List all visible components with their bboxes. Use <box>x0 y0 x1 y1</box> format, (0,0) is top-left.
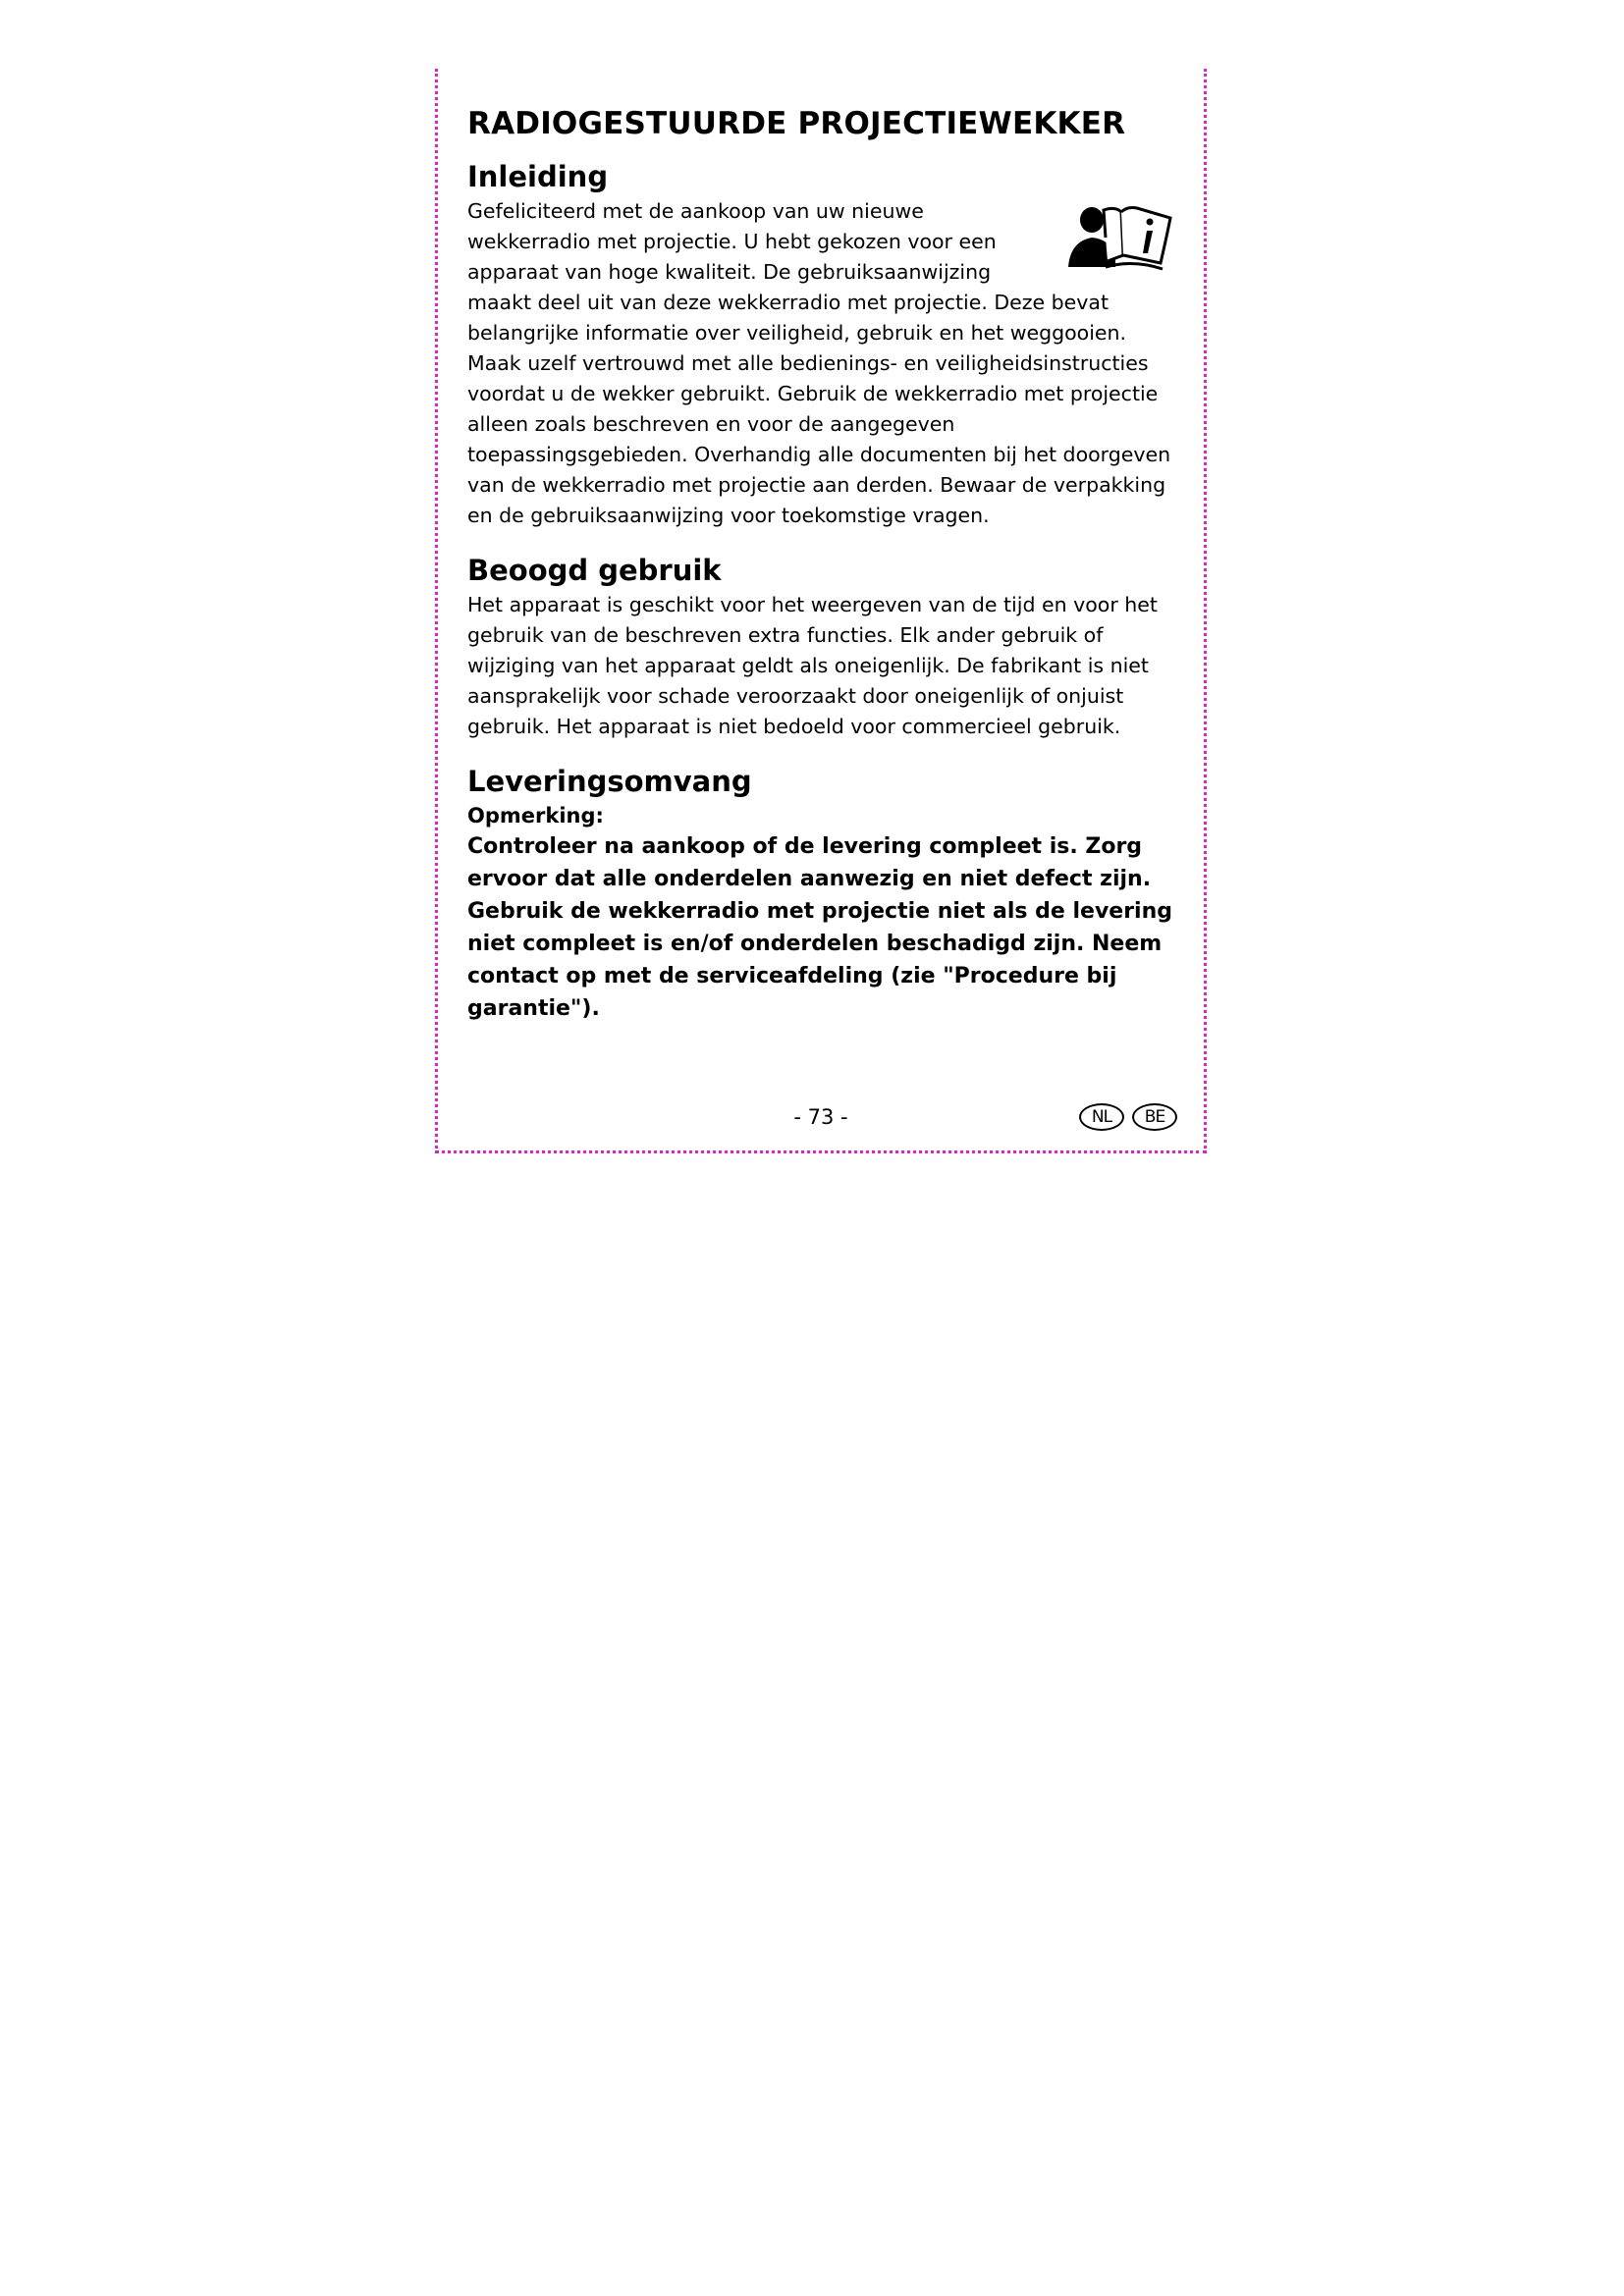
page-content <box>467 98 1174 1025</box>
country-badge-be: BE <box>1132 1103 1177 1131</box>
section-heading-inleiding: Inleiding <box>467 160 609 193</box>
document-title: RADIOGESTUURDE PROJECTIEWEKKER <box>467 106 1126 141</box>
section-text-inleiding: Gefeliciteerd met de aankoop van uw nieuwe wekkerradio met projectie. U hebt gekozen voor een apparaat van hoge kwaliteit. De gebruiksaanwijzing maakt deel uit van deze wekkerradio met projectie. Deze bevat belangrijke informatie over veiligheid, gebruik en het weggooien. Maak uzelf vertrouwd met alle bedienings- en veiligheidsinstructies voordat u de wekker gebruikt. Gebruik de wekkerradio met projectie alleen zoals beschreven en voor de aangegeven toepassingsgebieden. Overhandig alle documenten bij het doorgeven van de wekkerradio met projectie aan derden. Bewaar de verpakking en de gebruiksaanwijzing voor toekomstige vragen. <box>467 199 1171 527</box>
manual-info-icon <box>1064 198 1174 275</box>
section-text-beoogd-gebruik: Het apparaat is geschikt voor het weergeven van de tijd en voor het gebruik van de beschreven extra functies. Elk ander gebruik of wijziging van het apparaat geldt als oneigenlijk. De fabrikant is niet aansprakelijk voor schade veroorzaakt door oneigenlijk of onjuist gebruik. Het apparaat is niet bedoeld voor commercieel gebruik. <box>467 593 1158 738</box>
note-label: Opmerking: <box>467 804 604 828</box>
page-number: - 73 - <box>793 1105 848 1129</box>
section-text-leveringsomvang: Controleer na aankoop of de levering compleet is. Zorg ervoor dat alle onderdelen aanwezig en niet defect zijn. Gebruik de wekkerradio met projectie niet als de levering niet compleet is en/of onderdelen beschadigd zijn. Neem contact op met de serviceafdeling (zie "Procedure bij garantie"). <box>467 834 1173 1021</box>
section-heading-leveringsomvang: Leveringsomvang <box>467 765 752 798</box>
country-badge-nl: NL <box>1079 1103 1124 1131</box>
country-badges <box>1079 1103 1177 1131</box>
page-footer <box>435 1099 1207 1139</box>
section-heading-beoogd-gebruik: Beoogd gebruik <box>467 554 722 587</box>
